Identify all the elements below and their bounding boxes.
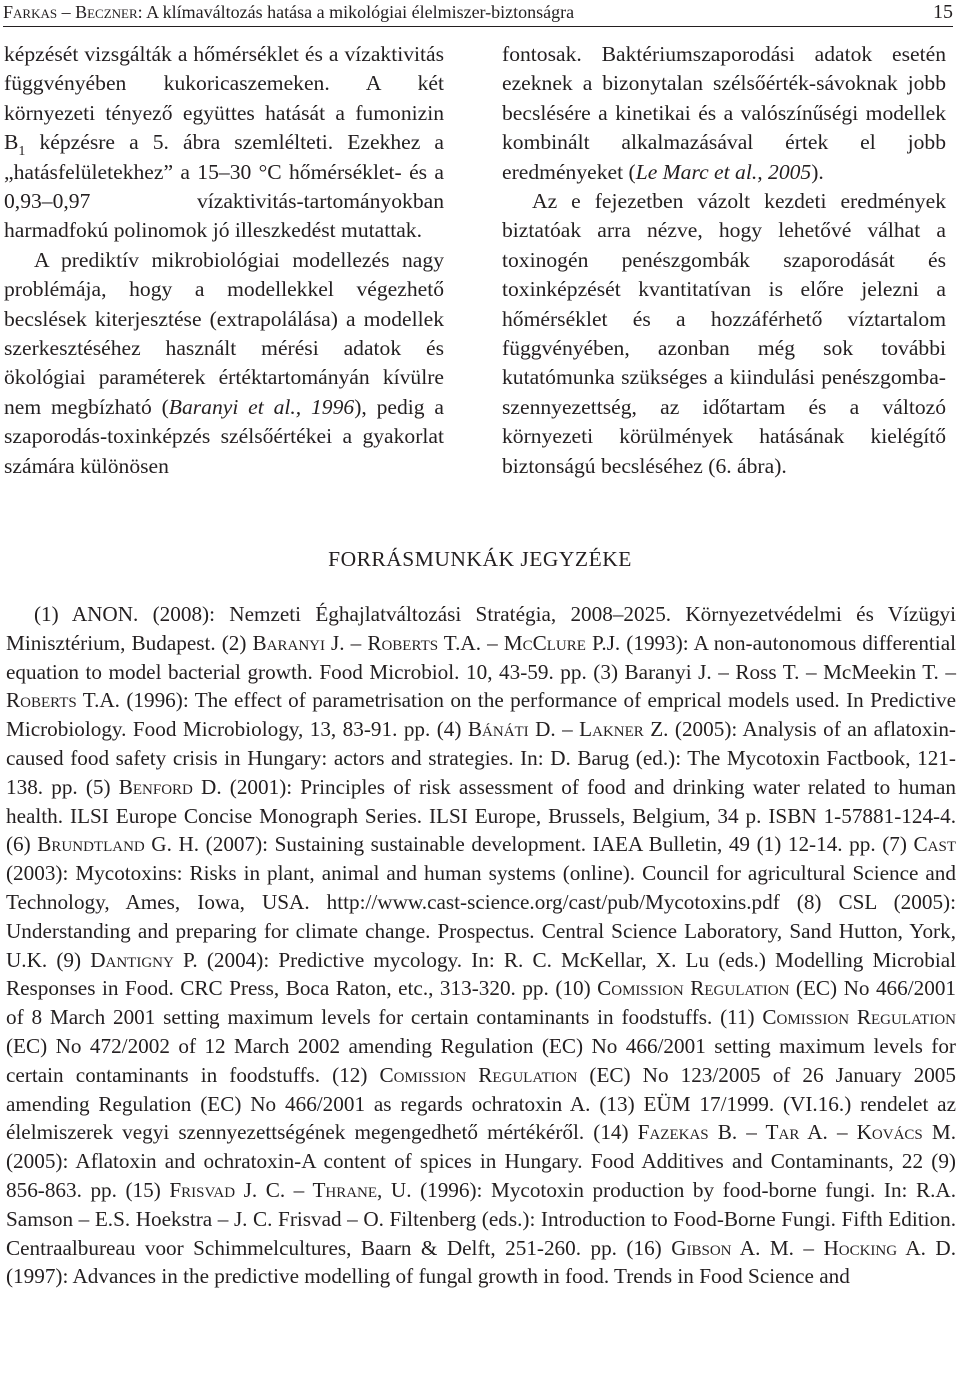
reference-authors: Baranyi J. – Roberts T.A. – McClure P.J.	[252, 630, 621, 655]
reference-text: (EC) No 123/2005 of 26 January 2005 amending Regulation (EC) No 466/2001 as regards ochratoxin A. (13) EÜM 17/1999. (VI.16.) rendelet az élelmiszerek vegyi szennyezettségének megengedhető mértékéről. (14)	[6, 1062, 956, 1145]
right-column	[502, 40, 946, 481]
left-paragraph-2	[4, 246, 444, 481]
reference-authors: Dantigny P.	[90, 947, 198, 972]
reference-text: (EC) No 466/2001 of 8 March 2001 setting maximum levels for certain contaminants in foodstuffs. (11)	[6, 976, 957, 1030]
running-header	[3, 0, 953, 27]
left-paragraph-1	[4, 40, 444, 246]
left-p2-text-b: ), pedig a szaporodás-toxinképzés szélsőértékei a gyakorlat számára különösen	[4, 394, 444, 478]
reference-authors: Gibson A. M. – Hocking A. D.	[671, 1235, 957, 1260]
references-list	[6, 600, 956, 1291]
reference-authors: Cast	[913, 832, 956, 857]
reference-text: (2004): Predictive mycology. In: R. C. McKellar, X. Lu (eds.) Modelling Microbial Responses in Food. CRC Press, Boca Raton, etc., 313-320. pp. (10)	[6, 947, 956, 1001]
citation: Baranyi et al., 1996	[168, 394, 355, 419]
reference-authors: Frisvad J. C. – Thrane, U.	[169, 1177, 412, 1202]
left-p1-text-a: képzését vizsgálták a hőmérséklet és a vízaktivitás függvényében kukoricaszemeken. A két környezeti tényező együttes hatását a fumonizin B	[4, 42, 444, 155]
subscript: 1	[18, 144, 26, 160]
reference-text: (2007): Sustaining sustainable development. IAEA Bulletin, 49 (1) 12-14. pp. (7)	[199, 832, 914, 857]
page-number: 15	[933, 1, 953, 23]
right-paragraph-1	[502, 40, 946, 187]
right-paragraph-2: Az e fejezetben vázolt kezdeti eredmények biztatóak arra nézve, hogy lehetővé válhat a toxinogén penészgombák szaporodását és toxinképzését kvantitatívan is előre jelezni a hőmérséklet és a hozzáférhető víztartalom függvényében, azonban még sok további kutatómunka szükséges a kiindulási penészgomba-szennyezettség, az időtartam és a változó környezeti körülmények hatásának kielégítő biztonságú becsléséhez (6. ábra).	[502, 189, 946, 478]
reference-text: (1996): Mycotoxin production by food-borne fungi. In: R.A. Samson – E.S. Hoekstra – J. C. Frisvad – O. Filtenberg (eds.): Introduction to Food-Borne Fungi. Fifth Edition. Centraalbureau voor Schimmelcultures, Baarn & Delft, 251-260. pp. (16)	[6, 1177, 957, 1260]
right-p1-text-a: fontosak. Baktériumszaporodási adatok esetén ezeknek a bizonytalan szélsőérték-sávoknak jobb becslésére a kinetikai és a valószínűségi modellek kombinált alkalmazásával értek el jobb eredményeket (	[502, 42, 946, 184]
left-column	[4, 40, 444, 481]
reference-text: (1997): Advances in the predictive modelling of fungal growth in food. Trends in Food Science and	[6, 1264, 850, 1289]
reference-authors: Comission Regulation	[597, 976, 790, 1001]
left-p2-text-a: A prediktív mikrobiológiai modellezés nagy problémája, hogy a modellekkel végezhető becslések kiterjesztése (extrapolálása) a modellek szerkesztéséhez használt mérési adatok és ökológiai paraméterek értéktartományán kívülre nem megbízható (	[4, 247, 444, 419]
header-authors: Farkas – Beczner:	[3, 2, 143, 22]
reference-text: (EC) No 472/2002 of 12 March 2002 amending Regulation (EC) No 466/2001 setting maximum levels for certain contaminants in foodstuffs. (12)	[6, 1033, 956, 1087]
reference-authors: Fazekas B. – Tar A. – Kovács M.	[637, 1120, 957, 1145]
citation: Le Marc et al., 2005	[635, 159, 812, 184]
reference-authors: Comission Regulation	[762, 1005, 956, 1030]
references-paragraph	[6, 600, 956, 1291]
reference-text: (2005): Aflatoxin and ochratoxin-A content of spices in Hungary. Food Additives and Contaminants, 22 (9) 856-863. pp. (15)	[6, 1149, 956, 1202]
reference-authors: Roberts T.A.	[6, 688, 120, 713]
reference-text: (2001): Principles of risk assessment of food and drinking water related to human health. ILSI Europe Concise Monograph Series. ILSI Europe, Brussels, Belgium, 34 p. ISBN 1-57881-124-4. (6)	[6, 774, 956, 857]
right-p1-text-b: ).	[811, 159, 824, 184]
reference-text: (1996): The effect of parametrisation on the performance of emprical models used. In Predictive Microbiology. Food Microbiology, 13, 83-91. pp. (4)	[6, 688, 956, 742]
reference-authors: Comission Regulation	[379, 1062, 578, 1087]
reference-text: (2003): Mycotoxins: Risks in plant, animal and human systems (online). Council for agricultural Science and Technology, Ames, Iowa, USA. http://www.cast-science.org/cast/pub/Mycotoxins.pdf (8) CSL (2005): Understanding and preparing for climate change. Prospectus. Central Science Laboratory, Sand Hutton, York, U.K. (9)	[6, 861, 956, 972]
reference-authors: Brundtland G. H.	[37, 832, 200, 857]
reference-authors: Bánáti D. – Lakner Z.	[467, 717, 669, 742]
reference-text: (1993): A non-autonomous differential equation to model bacterial growth. Food Microbiol. 10, 43-59. pp. (3) Baranyi J. – Ross T. – McMeekin T. –	[6, 630, 956, 684]
references-heading: FORRÁSMUNKÁK JEGYZÉKE	[328, 547, 632, 571]
reference-text: (2005): Analysis of an aflatoxin-caused food safety crisis in Hungary: actors and strategies. In: D. Barug (ed.): The Mycotoxin Factbook, 121- 138. pp. (5)	[6, 717, 956, 799]
left-p1-text-b: képzésre a 5. ábra szemlélteti. Ezekhez a „hatásfelületekhez” a 15–30 °C hőmérséklet- és a 0,93–0,97 vízaktivitás-tartományokban harmadfokú polinomok jó illeszkedést mutattak.	[4, 130, 444, 243]
reference-authors: Benford D.	[118, 774, 222, 799]
reference-text: (1) ANON. (2008): Nemzeti Éghajlatváltozási Stratégia, 2008–2025. Környezetvédelmi és Vízügyi Minisztérium, Budapest. (2)	[6, 602, 956, 655]
header-title: A klímaváltozás hatása a mikológiai élelmiszer-biztonságra	[146, 2, 575, 22]
